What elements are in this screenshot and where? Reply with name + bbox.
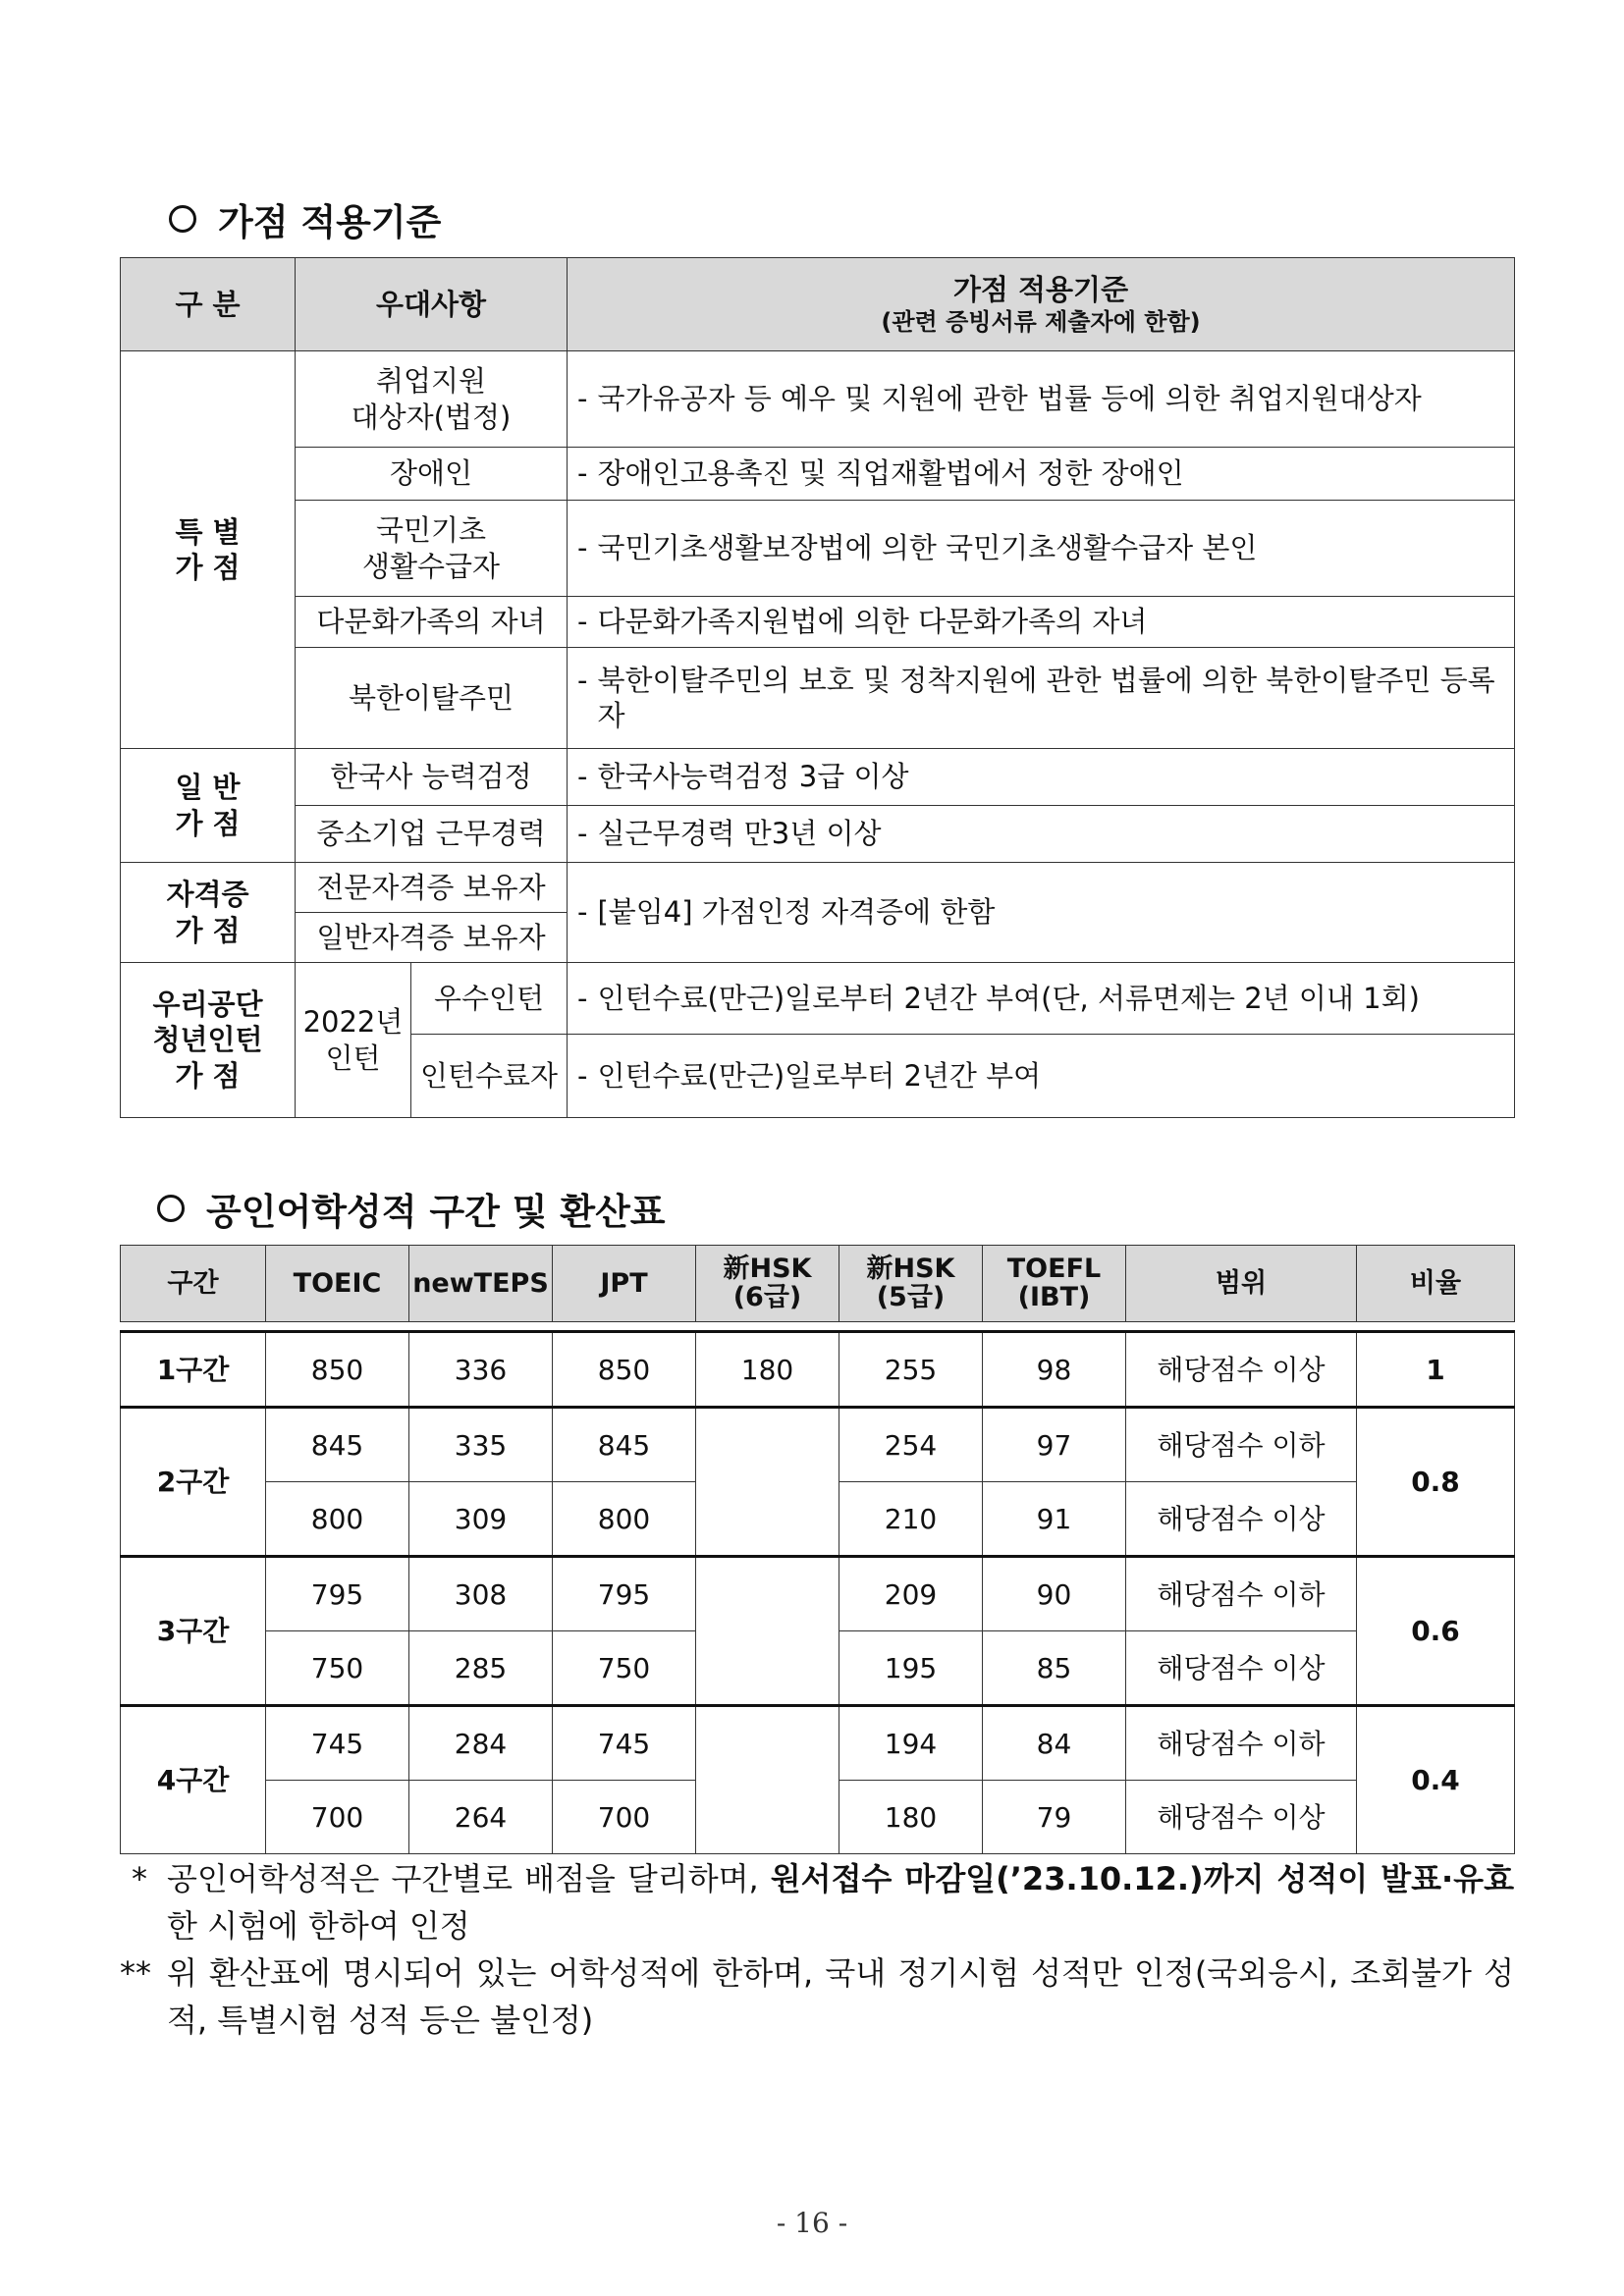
criteria-text: [붙임4] 가점인정 자격증에 한함 bbox=[597, 895, 996, 930]
circle-bullet-icon bbox=[157, 1195, 185, 1222]
jpt-cell: 845 bbox=[553, 1408, 696, 1482]
header-criteria-title: 가점 적용기준 bbox=[952, 272, 1129, 306]
header-category: 구 분 bbox=[121, 258, 296, 351]
hsk5-cell: 180 bbox=[839, 1781, 983, 1854]
criteria-text: 인턴수료(만근)일로부터 2년간 부여 bbox=[597, 1058, 1042, 1093]
criteria-text: 한국사능력검정 3급 이상 bbox=[597, 760, 909, 794]
toeic-cell: 845 bbox=[266, 1408, 409, 1482]
category-general bbox=[121, 749, 296, 863]
footnote-1 bbox=[120, 1855, 1514, 1949]
header-ratio: 비율 bbox=[1357, 1246, 1515, 1322]
intern-year-label: 2022년 bbox=[302, 1005, 404, 1040]
toefl-cell: 85 bbox=[983, 1631, 1126, 1706]
ratio-cell: 0.6 bbox=[1357, 1557, 1515, 1706]
footnote-text-part: 공인어학성적은 구간별로 배점을 달리하며, bbox=[167, 1860, 771, 1897]
category-label: 일 반 bbox=[175, 771, 241, 805]
criteria-cell bbox=[568, 749, 1515, 806]
section2-heading bbox=[157, 1182, 666, 1235]
category-label: 가 점 bbox=[175, 913, 241, 947]
table-row bbox=[121, 501, 1515, 597]
category-label: 가 점 bbox=[175, 806, 241, 840]
hsk5-cell: 209 bbox=[839, 1557, 983, 1631]
intern-year-cell bbox=[296, 963, 411, 1118]
category-label: 청년인턴 bbox=[152, 1023, 263, 1057]
range-cell: 해당점수 이상 bbox=[1126, 1482, 1357, 1557]
header-label: (6급) bbox=[732, 1281, 802, 1312]
table-row bbox=[121, 963, 1515, 1035]
footnote-emphasis: 원서접수 마감일(’23.10.12.)까지 성적이 발표·유효 bbox=[770, 1860, 1514, 1897]
ratio-cell: 1 bbox=[1357, 1332, 1515, 1408]
criteria-text: 장애인고용촉진 및 직업재활법에서 정한 장애인 bbox=[597, 456, 1184, 491]
hsk5-cell: 195 bbox=[839, 1631, 983, 1706]
header-label: 新HSK bbox=[723, 1254, 812, 1285]
criteria-cell bbox=[568, 1035, 1515, 1118]
dash: - bbox=[577, 663, 588, 697]
table-row bbox=[121, 1706, 1515, 1781]
criteria-cell bbox=[568, 806, 1515, 863]
section1-title: 가점 적용기준 bbox=[218, 201, 442, 243]
toeic-cell: 800 bbox=[266, 1482, 409, 1557]
table-header-row bbox=[121, 258, 1515, 351]
preference-cell: 중소기업 근무경력 bbox=[296, 806, 568, 863]
header-hsk6 bbox=[696, 1246, 839, 1322]
category-intern bbox=[121, 963, 296, 1118]
range-cell: 해당점수 이하 bbox=[1126, 1706, 1357, 1781]
header-range: 범위 bbox=[1126, 1246, 1357, 1322]
hsk6-cell bbox=[696, 1557, 839, 1706]
header-label: 新HSK bbox=[866, 1254, 955, 1285]
toeic-cell: 745 bbox=[266, 1706, 409, 1781]
preference-cell bbox=[296, 501, 568, 597]
jpt-cell: 795 bbox=[553, 1557, 696, 1631]
dash: - bbox=[577, 895, 588, 930]
category-label: 특 별 bbox=[175, 514, 241, 549]
criteria-cell bbox=[568, 351, 1515, 448]
jpt-cell: 850 bbox=[553, 1332, 696, 1408]
preference-label: 대상자(법정) bbox=[351, 400, 512, 434]
jpt-cell: 700 bbox=[553, 1781, 696, 1854]
zone-cell: 4구간 bbox=[121, 1706, 266, 1854]
preference-cell bbox=[296, 351, 568, 448]
spacer-cell bbox=[121, 1322, 1515, 1332]
criteria-text: 인턴수료(만근)일로부터 2년간 부여(단, 서류면제는 2년 이내 1회) bbox=[597, 981, 1420, 1015]
header-toeic: TOEIC bbox=[266, 1246, 409, 1322]
ratio-cell: 0.4 bbox=[1357, 1706, 1515, 1854]
range-cell: 해당점수 이상 bbox=[1126, 1631, 1357, 1706]
footnotes bbox=[120, 1855, 1514, 2044]
header-spacer bbox=[121, 1322, 1515, 1332]
teps-cell: 264 bbox=[409, 1781, 553, 1854]
dash: - bbox=[577, 1058, 588, 1093]
footnote-text: 위 환산표에 명시되어 있는 어학성적에 한하며, 국내 정기시험 성적만 인정(국외응시, 조회불가 성적, 특별시험 성적 등은 불인정) bbox=[167, 1954, 1514, 2039]
table-row bbox=[121, 863, 1515, 913]
table-row bbox=[121, 1332, 1515, 1408]
category-certificate bbox=[121, 863, 296, 963]
criteria-cell bbox=[568, 448, 1515, 501]
section2-title: 공인어학성적 구간 및 환산표 bbox=[206, 1191, 666, 1233]
range-cell: 해당점수 이상 bbox=[1126, 1781, 1357, 1854]
category-label: 자격증 bbox=[166, 878, 249, 912]
category-label: 가 점 bbox=[175, 551, 241, 584]
hsk5-cell: 255 bbox=[839, 1332, 983, 1408]
ratio-cell: 0.8 bbox=[1357, 1408, 1515, 1557]
table-header-row bbox=[121, 1246, 1515, 1322]
table-row bbox=[121, 597, 1515, 648]
footnote-mark: * bbox=[132, 1860, 147, 1897]
preference-cell: 일반자격증 보유자 bbox=[296, 913, 568, 963]
jpt-cell: 750 bbox=[553, 1631, 696, 1706]
table-row bbox=[121, 648, 1515, 749]
header-criteria-subtitle: (관련 증빙서류 제출자에 한함) bbox=[881, 308, 1201, 337]
preference-cell: 한국사 능력검정 bbox=[296, 749, 568, 806]
header-teps: newTEPS bbox=[409, 1246, 553, 1322]
category-label: 가 점 bbox=[175, 1058, 241, 1093]
header-label: TOEFL bbox=[1006, 1254, 1102, 1285]
hsk5-cell: 194 bbox=[839, 1706, 983, 1781]
toefl-cell: 91 bbox=[983, 1482, 1126, 1557]
dash: - bbox=[577, 817, 588, 851]
toeic-cell: 795 bbox=[266, 1557, 409, 1631]
preference-label: 취업지원 bbox=[375, 364, 487, 399]
preference-cell: 다문화가족의 자녀 bbox=[296, 597, 568, 648]
zone-cell: 1구간 bbox=[121, 1332, 266, 1408]
header-label: (IBT) bbox=[1017, 1281, 1091, 1312]
criteria-cell bbox=[568, 597, 1515, 648]
criteria-text: 북한이탈주민의 보호 및 정착지원에 관한 법률에 의한 북한이탈주민 등록자 bbox=[597, 663, 1495, 732]
range-cell: 해당점수 이하 bbox=[1126, 1408, 1357, 1482]
teps-cell: 335 bbox=[409, 1408, 553, 1482]
preference-cell: 장애인 bbox=[296, 448, 568, 501]
bonus-criteria-table bbox=[120, 257, 1515, 1118]
toeic-cell: 850 bbox=[266, 1332, 409, 1408]
hsk5-cell: 210 bbox=[839, 1482, 983, 1557]
header-hsk5 bbox=[839, 1246, 983, 1322]
dash: - bbox=[577, 456, 588, 491]
zone-cell: 3구간 bbox=[121, 1557, 266, 1706]
footnote-text-part: 한 시험에 한하여 인정 bbox=[167, 1907, 470, 1945]
dash: - bbox=[577, 531, 588, 565]
header-zone: 구간 bbox=[121, 1246, 266, 1322]
table-row bbox=[121, 749, 1515, 806]
criteria-cell bbox=[568, 501, 1515, 597]
criteria-cell bbox=[568, 963, 1515, 1035]
criteria-text: 실근무경력 만3년 이상 bbox=[597, 817, 882, 851]
teps-cell: 284 bbox=[409, 1706, 553, 1781]
section1-heading bbox=[169, 192, 441, 245]
header-preference: 우대사항 bbox=[296, 258, 568, 351]
hsk5-cell: 254 bbox=[839, 1408, 983, 1482]
intern-year-label: 인턴 bbox=[325, 1041, 381, 1075]
circle-bullet-icon bbox=[169, 205, 196, 233]
toefl-cell: 79 bbox=[983, 1781, 1126, 1854]
teps-cell: 336 bbox=[409, 1332, 553, 1408]
preference-cell: 인턴수료자 bbox=[411, 1035, 568, 1118]
category-label: 우리공단 bbox=[152, 988, 263, 1022]
language-score-table bbox=[120, 1245, 1515, 1854]
table-row bbox=[121, 351, 1515, 448]
teps-cell: 285 bbox=[409, 1631, 553, 1706]
criteria-text: 다문화가족지원법에 의한 다문화가족의 자녀 bbox=[597, 605, 1148, 639]
dash: - bbox=[577, 981, 588, 1015]
toefl-cell: 84 bbox=[983, 1706, 1126, 1781]
footnote-2 bbox=[120, 1949, 1514, 2044]
toeic-cell: 700 bbox=[266, 1781, 409, 1854]
table-row bbox=[121, 1557, 1515, 1631]
hsk6-cell bbox=[696, 1706, 839, 1854]
toefl-cell: 98 bbox=[983, 1332, 1126, 1408]
table-row bbox=[121, 806, 1515, 863]
teps-cell: 308 bbox=[409, 1557, 553, 1631]
preference-label: 생활수급자 bbox=[361, 549, 501, 583]
jpt-cell: 745 bbox=[553, 1706, 696, 1781]
criteria-cell bbox=[568, 648, 1515, 749]
header-label: (5급) bbox=[876, 1281, 946, 1312]
table-row bbox=[121, 448, 1515, 501]
teps-cell: 309 bbox=[409, 1482, 553, 1557]
dash: - bbox=[577, 760, 588, 794]
dash: - bbox=[577, 382, 588, 416]
preference-cell: 우수인턴 bbox=[411, 963, 568, 1035]
footnote-mark: ** bbox=[120, 1954, 151, 1992]
preference-label: 국민기초 bbox=[375, 513, 487, 548]
range-cell: 해당점수 이하 bbox=[1126, 1557, 1357, 1631]
criteria-text: 국민기초생활보장법에 의한 국민기초생활수급자 본인 bbox=[597, 531, 1258, 565]
zone-cell: 2구간 bbox=[121, 1408, 266, 1557]
preference-cell: 전문자격증 보유자 bbox=[296, 863, 568, 913]
toefl-cell: 90 bbox=[983, 1557, 1126, 1631]
jpt-cell: 800 bbox=[553, 1482, 696, 1557]
criteria-cell bbox=[568, 863, 1515, 963]
category-special bbox=[121, 351, 296, 749]
criteria-text: 국가유공자 등 예우 및 지원에 관한 법률 등에 의한 취업지원대상자 bbox=[597, 382, 1422, 416]
toeic-cell: 750 bbox=[266, 1631, 409, 1706]
hsk6-cell: 180 bbox=[696, 1332, 839, 1408]
header-toefl bbox=[983, 1246, 1126, 1322]
header-criteria bbox=[568, 258, 1515, 351]
range-cell: 해당점수 이상 bbox=[1126, 1332, 1357, 1408]
preference-cell: 북한이탈주민 bbox=[296, 648, 568, 749]
table-row bbox=[121, 1408, 1515, 1482]
hsk6-cell bbox=[696, 1408, 839, 1557]
footnote-text bbox=[167, 1855, 1514, 1949]
dash: - bbox=[577, 605, 588, 639]
page-number: - 16 - bbox=[776, 2207, 848, 2239]
toefl-cell: 97 bbox=[983, 1408, 1126, 1482]
header-jpt: JPT bbox=[553, 1246, 696, 1322]
